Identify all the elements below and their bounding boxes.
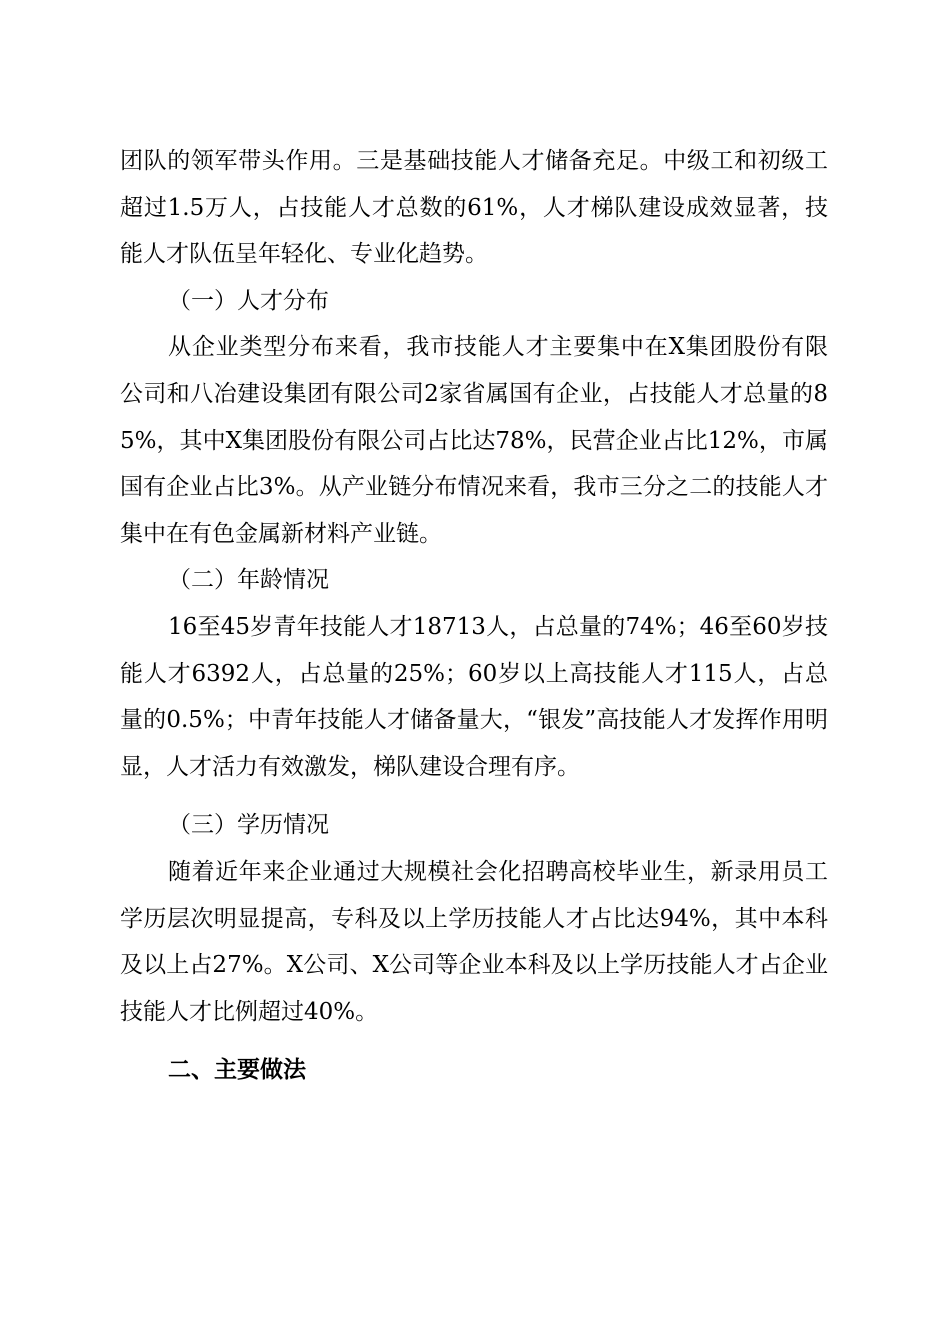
section-title-age: （二）年龄情况	[168, 567, 329, 594]
section-title-talent-distribution: （一）人才分布	[168, 287, 329, 314]
section-title-education: （三）学历情况	[168, 812, 329, 839]
paragraph-talent-distribution: 从企业类型分布来看，我市技能人才主要集中在X集团股份有限公司和八冶建设集团有限公司2家省属国有企业，占技能人才总量的85%，其中X集团股份有限公司占比达78%，民营企业占比12%，市属国有企业占比3%。从产业链分布情况来看，我市三分之二的技能人才集中在有色金属新材料产业链。	[120, 334, 828, 547]
paragraph-education: 随着近年来企业通过大规模社会化招聘高校毕业生，新录用员工学历层次明显提高，专科及以上学历技能人才占比达94%，其中本科及以上占27%。X公司、X公司等企业本科及以上学历技能人才占企业技能人才比例超过40%。	[120, 858, 828, 1025]
chapter-title-main-practices: 二、主要做法	[168, 1057, 306, 1084]
paragraph-age: 16至45岁青年技能人才18713人，占总量的74%；46至60岁技能人才6392人，占总量的25%；60岁以上高技能人才115人，占总量的0.5%；中青年技能人才储备量大，“银发”高技能人才发挥作用明显，人才活力有效激发，梯队建设合理有序。	[120, 613, 828, 780]
paragraph-intro-continued: 团队的领军带头作用。三是基础技能人才储备充足。中级工和初级工超过1.5万人，占技能人才总数的61%，人才梯队建设成效显著，技能人才队伍呈年轻化、专业化趋势。	[120, 148, 828, 268]
document-body	[120, 138, 828, 1094]
